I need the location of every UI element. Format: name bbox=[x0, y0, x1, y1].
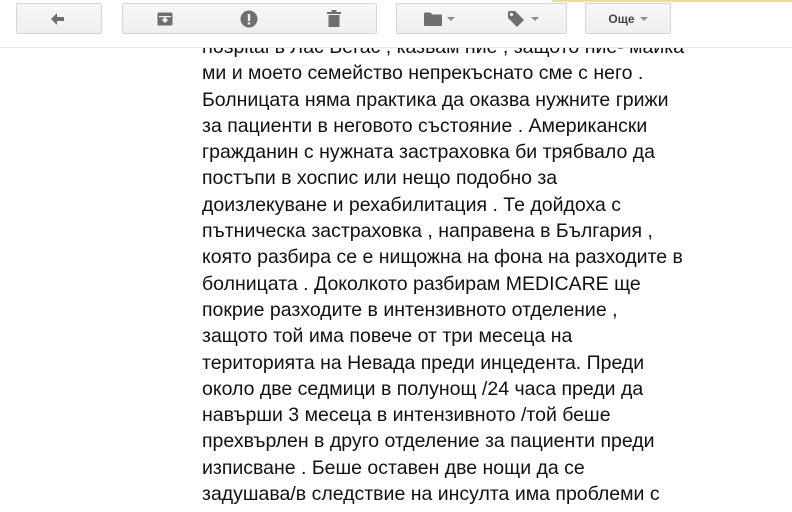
message-line: болницата . Доколкото разбирам MEDICARE ще bbox=[202, 272, 641, 295]
exclamation-icon bbox=[240, 10, 258, 28]
message-line: гражданин с нужната застраховка би трябвало да bbox=[202, 141, 655, 164]
archive-button[interactable] bbox=[122, 3, 207, 34]
trash-icon bbox=[327, 10, 341, 27]
archive-icon bbox=[157, 12, 173, 26]
toolbar bbox=[0, 0, 792, 48]
tag-icon bbox=[508, 11, 526, 27]
chevron-down-icon bbox=[447, 17, 455, 21]
accent-strip bbox=[552, 0, 792, 2]
message-body bbox=[202, 34, 772, 507]
message-line: територията на Невада преди инцедента. Преди bbox=[202, 351, 645, 374]
message-line: Болницата няма практика да оказва нужните грижи bbox=[202, 88, 669, 111]
more-button[interactable] bbox=[585, 3, 671, 34]
message-line: навърши 3 месеца в интензивното /той беше bbox=[202, 404, 611, 427]
message-line: пътническа застраховка , направена в България , bbox=[202, 220, 653, 243]
message-line: защото той има повече от три месеца на bbox=[202, 325, 573, 348]
report-spam-button[interactable] bbox=[206, 3, 292, 34]
chevron-down-icon bbox=[640, 17, 648, 21]
message-line: доизлекуване и рехабилитация . Те дойдоха с bbox=[202, 193, 622, 216]
message-line: която разбира се е нищожна на фона на разходите в bbox=[202, 246, 683, 269]
message-line: постъпи в хоспис или нещо подобно за bbox=[202, 167, 558, 190]
message-line: изписване . Беше оставен две нощи да се bbox=[202, 456, 585, 479]
more-label: Още bbox=[608, 11, 635, 26]
message-line: покрие разходите в интензивното отделение , bbox=[202, 298, 618, 321]
message-line: около две седмици в полунощ /24 часа преди да bbox=[202, 377, 644, 400]
arrow-left-icon bbox=[50, 12, 68, 26]
chevron-down-icon bbox=[531, 17, 539, 21]
message-line: прехвърлен в друго отделение за пациенти преди bbox=[202, 430, 655, 453]
message-line: задушава/в следствие на инсулта има проблеми с bbox=[202, 483, 660, 506]
move-to-button[interactable] bbox=[396, 3, 482, 34]
message-line: ми и моето семейство непрекъснато сме с него . bbox=[202, 62, 644, 85]
folder-icon bbox=[424, 12, 442, 26]
labels-button[interactable] bbox=[481, 3, 567, 34]
delete-button[interactable] bbox=[291, 3, 377, 34]
message-line: за пациенти в неговото състояние . Американски bbox=[202, 114, 648, 137]
back-button[interactable] bbox=[16, 3, 102, 34]
